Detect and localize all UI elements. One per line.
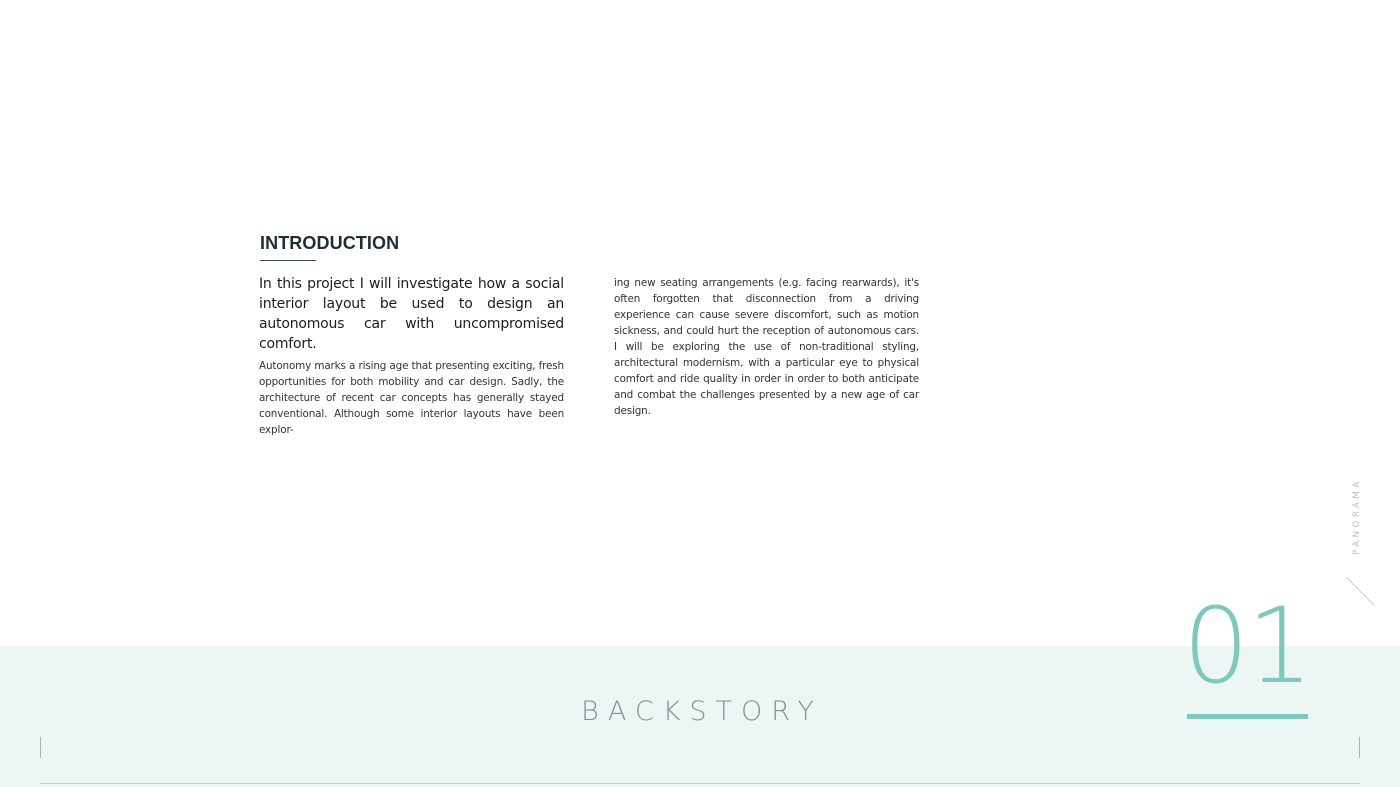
- left-tick: [40, 737, 41, 758]
- footer-rule: [40, 783, 1360, 784]
- right-tick: [1359, 737, 1360, 758]
- section-heading: INTRODUCTION: [260, 233, 400, 253]
- text-column-left: [259, 274, 564, 438]
- body-paragraph-left: Autonomy marks a rising age that presenting exciting, fresh opportunities for both mobility and car design. Sadly, the architecture of recent car concepts has generally stayed conventional. Although some interior layouts have been explor-: [259, 360, 564, 436]
- side-label: PANORAMA: [1352, 478, 1362, 556]
- diagonal-line-icon: [1340, 575, 1380, 611]
- section-title: BACKSTORY: [581, 696, 823, 727]
- text-column-right: [614, 274, 919, 419]
- section-number: 01: [1182, 585, 1312, 707]
- section-number-underline: [1187, 714, 1308, 719]
- heading-underline: [260, 260, 316, 261]
- body-paragraph-right: ing new seating arrangements (e.g. facing rearwards), it's often forgotten that disconnection from a driving experience can cause severe discomfort, such as motion sickness, and could hurt the reception of autonomous cars. I will be exploring the use of non-traditional styling, architectural modernism, with a particular eye to physical comfort and ride quality in order in order to both anticipate and combat the challenges presented by a new age of car design.: [614, 277, 919, 417]
- lead-paragraph: In this project I will investigate how a social interior layout be used to design an autonomous car with uncompromised comfort.: [259, 276, 564, 352]
